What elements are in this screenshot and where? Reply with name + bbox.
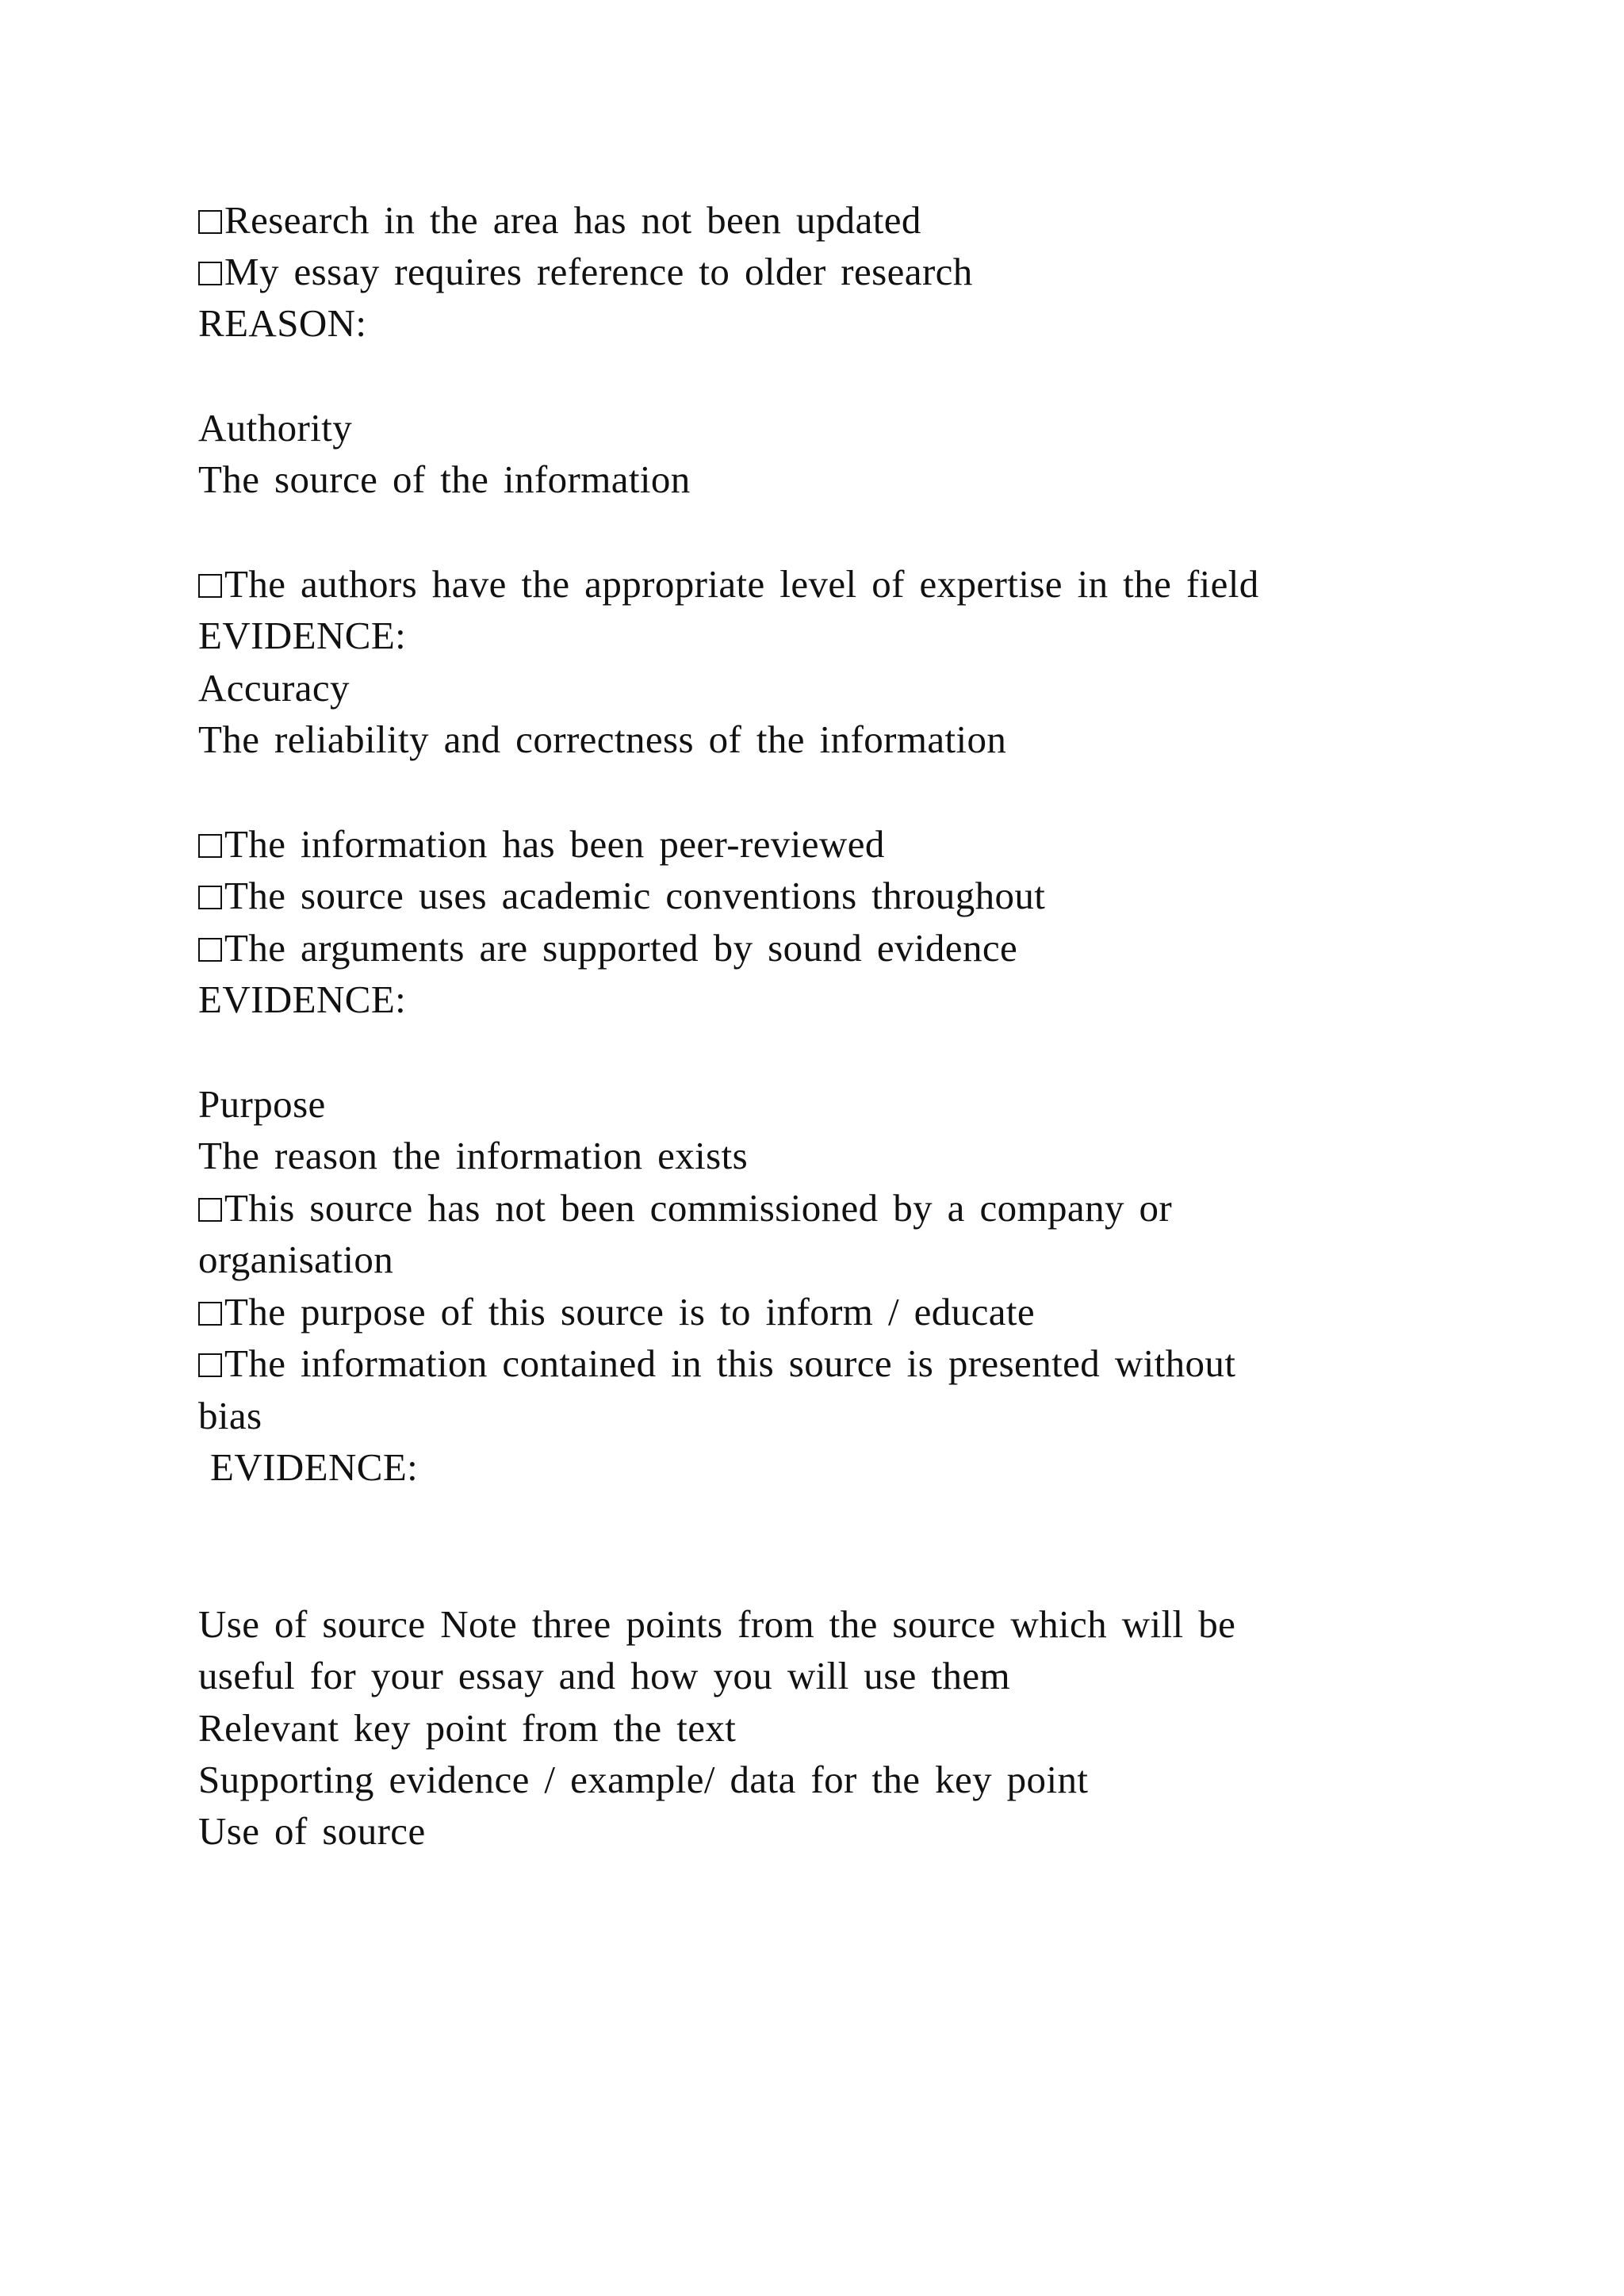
checkbox-icon[interactable] <box>198 262 222 285</box>
checklist-item-label: The information has been peer-reviewed <box>224 822 885 866</box>
checklist-item-authors-expertise <box>198 561 1259 608</box>
use-of-source-instructions: Use of source Note three points from the source which will be <box>198 1602 1236 1646</box>
checkbox-icon[interactable] <box>198 1302 222 1326</box>
use-of-source-instructions-continued: useful for your essay and how you will use them <box>198 1654 1011 1697</box>
checklist-item-older-research <box>198 248 973 296</box>
section-description-purpose: The reason the information exists <box>198 1134 749 1177</box>
checklist-item-peer-reviewed <box>198 821 885 868</box>
checklist-item-academic-conventions <box>198 872 1045 920</box>
checklist-item-without-bias <box>198 1340 1235 1387</box>
evidence-label: EVIDENCE: <box>198 614 407 657</box>
column-heading-supporting-evidence: Supporting evidence / example/ data for the key point <box>198 1758 1089 1801</box>
section-heading-accuracy: Accuracy <box>198 666 350 710</box>
checklist-item-label: The authors have the appropriate level of expertise in the field <box>224 562 1259 606</box>
checkbox-icon[interactable] <box>198 938 222 962</box>
section-heading-purpose: Purpose <box>198 1082 326 1126</box>
checklist-item-label: The information contained in this source is presented without <box>224 1341 1236 1385</box>
section-description-accuracy: The reliability and correctness of the information <box>198 718 1007 761</box>
checklist-item-continuation: organisation <box>198 1238 394 1281</box>
checkbox-icon[interactable] <box>198 574 222 598</box>
section-description-authority: The source of the information <box>198 457 691 501</box>
checkbox-icon[interactable] <box>198 1353 222 1377</box>
checklist-item-label: The arguments are supported by sound evidence <box>224 926 1018 970</box>
evidence-label: EVIDENCE: <box>210 1445 419 1489</box>
checkbox-icon[interactable] <box>198 886 222 909</box>
checkbox-icon[interactable] <box>198 1198 222 1222</box>
checkbox-icon[interactable] <box>198 210 222 234</box>
checklist-item-sound-evidence <box>198 924 1017 972</box>
checkbox-icon[interactable] <box>198 834 222 858</box>
checklist-item-inform-educate <box>198 1288 1035 1336</box>
column-heading-key-point: Relevant key point from the text <box>198 1706 737 1750</box>
checklist-item-label: The source uses academic conventions throughout <box>224 874 1046 917</box>
checklist-item-continuation: bias <box>198 1394 262 1437</box>
checklist-item-not-commissioned <box>198 1184 1172 1232</box>
column-heading-use-of-source: Use of source <box>198 1809 426 1853</box>
checklist-item-research-not-updated <box>198 197 921 244</box>
evidence-label: EVIDENCE: <box>198 978 407 1021</box>
section-heading-authority: Authority <box>198 406 353 450</box>
checklist-item-label: Research in the area has not been updated <box>224 198 921 242</box>
checklist-item-label: My essay requires reference to older research <box>224 250 973 293</box>
checklist-item-label: This source has not been commissioned by a company or <box>224 1186 1173 1230</box>
reason-label: REASON: <box>198 301 367 345</box>
checklist-item-label: The purpose of this source is to inform / educate <box>224 1290 1036 1334</box>
